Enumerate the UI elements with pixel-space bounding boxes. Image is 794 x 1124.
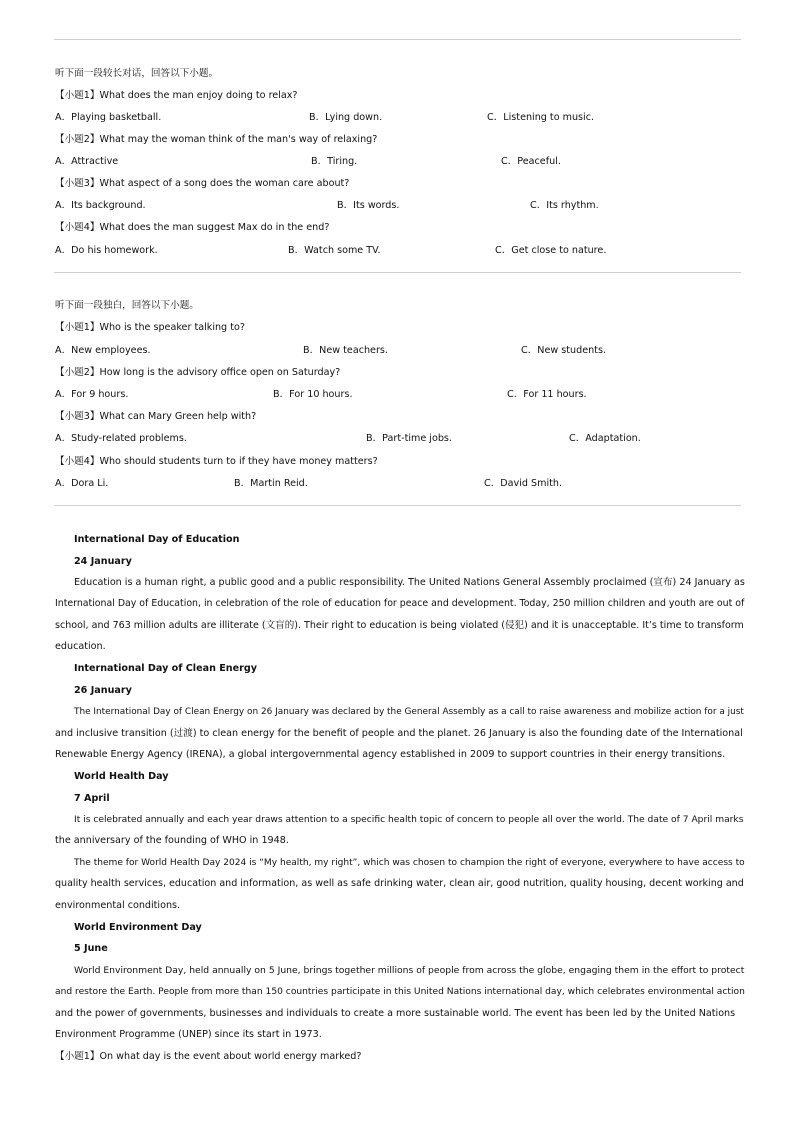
text-line: the anniversary of the founding of WHO in 1948. <box>55 835 289 846</box>
s2-q4-option-c[interactable]: C．David Smith. <box>484 478 563 489</box>
s1-q2-option-a[interactable]: A．Attractive <box>55 156 119 167</box>
text-line: Renewable Energy Agency (IRENA), a global intergovernmental agency established in 2009 to support countries in their energy transitions. <box>55 749 726 760</box>
s2-q3-option-a[interactable]: A．Study-related problems. <box>55 433 187 444</box>
s1-q2-option-b[interactable]: B．Tiring. <box>311 156 358 167</box>
text-line: World Environment Day, held annually on 5 June, brings together millions of people from across the globe, engaging them in the effort to protect <box>74 965 745 976</box>
s1-q4: 【小题4】What does the man suggest Max do in the end? <box>55 222 330 233</box>
s2-q2-option-b[interactable]: B．For 10 hours. <box>273 389 353 400</box>
event1-date: 24 January <box>74 556 132 567</box>
event1-title: International Day of Education <box>74 534 240 545</box>
divider <box>54 272 741 273</box>
s2-q1-option-a[interactable]: A．New employees. <box>55 345 151 356</box>
s2-q4-option-a[interactable]: A．Dora Li. <box>55 478 109 489</box>
s1-q3-option-c[interactable]: C．Its rhythm. <box>530 200 599 211</box>
section1-instruction: 听下面一段较长对话，回答以下小题。 <box>55 68 219 79</box>
s1-q1-option-c[interactable]: C．Listening to music. <box>487 112 595 123</box>
s2-q1-option-c[interactable]: C．New students. <box>521 345 606 356</box>
text-line: school, and 763 million adults are illiterate (文盲的). Their right to education is being violated (侵犯) and it is unacceptable. It’s time to transform <box>55 620 744 631</box>
event4-date: 5 June <box>74 943 108 954</box>
divider <box>54 39 741 40</box>
s1-q1-option-a[interactable]: A．Playing basketball. <box>55 112 162 123</box>
s1-q3-option-b[interactable]: B．Its words. <box>337 200 400 211</box>
text-line: It is celebrated annually and each year draws attention to a specific health topic of concern to people all over the world. The date of 7 April marks <box>74 815 744 825</box>
text-line: The International Day of Clean Energy on 26 January was declared by the General Assembly as a call to raise awareness and mobilize action for a just <box>74 707 744 717</box>
s2-q2-option-a[interactable]: A．For 9 hours. <box>55 389 129 400</box>
text-line: Environment Programme (UNEP) since its start in 1973. <box>55 1029 322 1040</box>
text-line: and restore the Earth. People from more than 150 countries participate in this United Nations international day, which celebrates environmental action <box>55 987 745 997</box>
section2-instruction: 听下面一段独白，回答以下小题。 <box>55 300 199 311</box>
text-line: Education is a human right, a public good and a public responsibility. The United Nations General Assembly proclaimed (宣布) 24 January as <box>74 577 745 588</box>
s2-q4: 【小题4】Who should students turn to if they have money matters? <box>55 456 378 467</box>
s1-q3: 【小题3】What aspect of a song does the woman care about? <box>55 178 350 189</box>
s2-q3-option-c[interactable]: C．Adaptation. <box>569 433 641 444</box>
s1-q4-option-b[interactable]: B．Watch some TV. <box>288 245 381 256</box>
s2-q1-option-b[interactable]: B．New teachers. <box>303 345 388 356</box>
s1-q3-option-a[interactable]: A．Its background. <box>55 200 146 211</box>
text-line: The theme for World Health Day 2024 is “My health, my right”, which was chosen to champion the right of everyone, everywhere to have access to <box>74 858 745 868</box>
event3-date: 7 April <box>74 793 110 804</box>
s1-q2-option-c[interactable]: C．Peaceful. <box>501 156 561 167</box>
text-line: International Day of Education, in celebration of the role of education for peace and development. Today, 250 million children and youth are out of <box>55 598 745 609</box>
s1-q1-option-b[interactable]: B．Lying down. <box>309 112 383 123</box>
s2-q2: 【小题2】How long is the advisory office open on Saturday? <box>55 367 341 378</box>
s2-q3-option-b[interactable]: B．Part-time jobs. <box>366 433 452 444</box>
reading-question-1: 【小题1】On what day is the event about world energy marked? <box>55 1051 362 1062</box>
s2-q2-option-c[interactable]: C．For 11 hours. <box>507 389 587 400</box>
s1-q4-option-c[interactable]: C．Get close to nature. <box>495 245 607 256</box>
s1-q4-option-a[interactable]: A．Do his homework. <box>55 245 158 256</box>
divider <box>54 505 741 506</box>
text-line: quality health services, education and information, as well as safe drinking water, clean air, good nutrition, quality housing, decent working and <box>55 878 744 889</box>
event2-title: International Day of Clean Energy <box>74 663 257 674</box>
s2-q4-option-b[interactable]: B．Martin Reid. <box>234 478 308 489</box>
s2-q1: 【小题1】Who is the speaker talking to? <box>55 322 245 333</box>
s2-q3: 【小题3】What can Mary Green help with? <box>55 411 257 422</box>
text-line: and the power of governments, businesses and individuals to create a more sustainable world. The event has been led by the United Nations <box>55 1008 736 1019</box>
s1-q1: 【小题1】What does the man enjoy doing to relax? <box>55 90 298 101</box>
s1-q2: 【小题2】What may the woman think of the man's way of relaxing? <box>55 134 378 145</box>
text-line: environmental conditions. <box>55 900 181 911</box>
event4-title: World Environment Day <box>74 922 202 933</box>
text-line: education. <box>55 641 106 652</box>
event3-title: World Health Day <box>74 771 169 782</box>
event2-date: 26 January <box>74 685 132 696</box>
text-line: and inclusive transition (过渡) to clean energy for the benefit of people and the planet. 26 January is also the founding date of the International <box>55 728 743 739</box>
